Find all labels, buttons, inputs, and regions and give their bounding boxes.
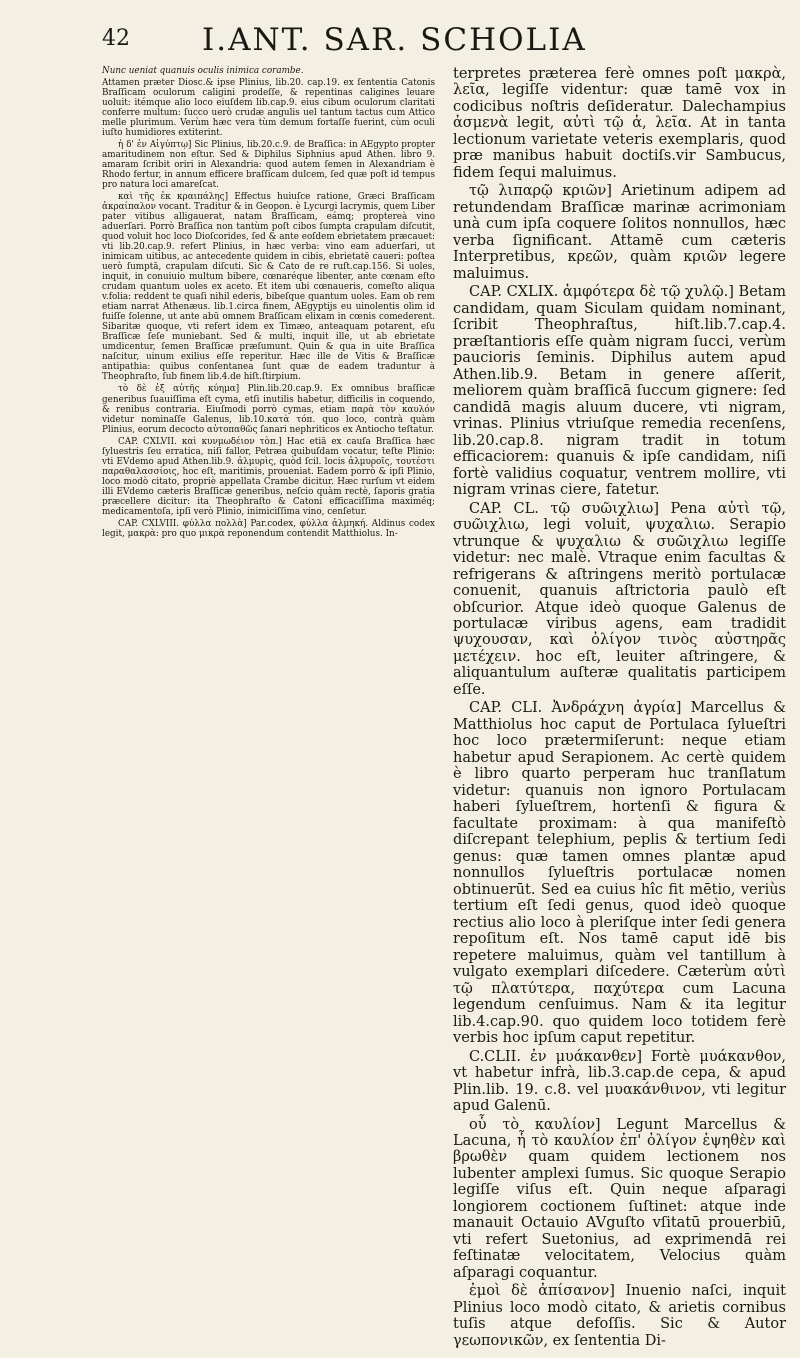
paragraph: CAP. CXLVII. καὶ κυνμωδέιον τὸπ.] Hac etiā ex cauſa Braſſica hæc ſyluestris ſeu erratica, niſi fallor, Petræa quibuſdam vocatur, teſte Plinio: vti EVdemo apud Athen.lib.9. ἀλμυρὶς, quòd ſcil. locis ἁλμυροῖς, τουτέστι παραθαλασσίοις, hoc eſt, maritimis, proueniat. Eadem porrò & ipſi Plinio, loco modò citato, propriè appellata Crambe dicitur. Hæc rurſum vt eidem illi EVdemo cæteris Braſſicæ generibus, neſcio quàm rectè, ſaporis gratia præcellere dicitur: ita Theophraſto & Catoni efficaciſſima maximéq; medicamentoſa, ipſi verò Plinio, inimiciſſima vino, cenſetur. bbox=[102, 436, 435, 517]
paragraph: CAP. CXLIX. ἀμφότερα δὲ τῷ χυλῷ.] Betam candidam, quam Siculam quidam nominant, ſcribit Theophraſtus, hiſt.lib.7.cap.4. præſtantioris eſſe quàm nigram ſucci, verùm paucioris ſeminis. Diphilus autem apud Athen.lib.9. Betam in genere aſſerit, meliorem quàm braſſicā ſuccum gignere: ſed candidā magis aluum ducere, vti nigram, vrinas. Plinius vtriuſque remedia recenſens, lib.20.cap.8. nigram tradit in totum efficaciorem: quanuis & ipſe candidam, niſi fortè validius coquatur, ventrem mollire, vti nigram vrinas ciere, fatetur. bbox=[453, 284, 786, 499]
paragraph: Nunc ueniat quanuis oculis inimica corambe. bbox=[102, 66, 304, 76]
page-header bbox=[22, 20, 786, 66]
paragraph: οὗ τὸ καυλίον] Legunt Marcellus & Lacuna, ἧ τὸ καυλίον ἐπ' ὀλίγον ἑψηθὲν καὶ βρωθὲν quam quidem lectionem nos lubenter amplexi ſumus. Sic quoque Serapio legiſſe viſus eſt. Quin neque aſparagi longiorem coctionem ſuſtinet: atque inde manauit Octauio AVguſto vſitatū prouerbiū, vti refert Suetonius, ad exprimendā rei feſtinatæ velocitatem, Velocius quàm aſparagi coquantur. bbox=[453, 1116, 786, 1281]
paragraph: CAP. CLI. Ἀνδράχνη ἀγρία] Marcellus & Matthiolus hoc caput de Portulaca ſylueſtri hoc loco prætermiſerunt: neque etiam habetur apud Serapionem. Ac certè quidem è libro quarto perperam huc tranſlatum videtur: quanuis non ignoro Portulacam haberi ſylueſtrem, hortenſi & figura & facultate proximam: à qua manifeſtò diſcrepant telephium, peplis & tertium ſedi genus: quæ tamen omnes plantæ apud nonnullos ſylueſtris portulacæ nomen obtinuerūt. Sed ea cuius hîc fit mētio, veriùs tertium eſt ſedi genus, quod ideò quoque rectius alio loco à pleriſque inter ſedi genera repoſitum eſt. Nos tamē caput idē bis repetere maluimus, quàm vel tantillum à vulgato exemplari diſcedere. Cæterùm αὐτὶ τῷ πλατύτερα, παχύτερα cum Lacuna legendum cenſuimus. Nam & ita legitur lib.4.cap.90. quo quidem loco totidem ferè verbis hoc ipſum caput repetitur. bbox=[453, 700, 786, 1047]
paragraph: τῷ λιπαρῷ κριῶν] Arietinum adipem ad retundendam Braſſicæ marinæ acrimoniam unà cum ipſa coquere ſolitos nonnullos, hæc verba ſignificant. Attamē cum cæteris Interpretibus, κρεῶν, quàm κριῶν legere maluimus. bbox=[453, 183, 786, 282]
paragraph: ἐμοὶ δὲ ἀπίσανον] Inuenio naſci, inquit Plinius loco modò citato, & arietis cornibus tuſis atque defoſſis. Sic & Autor γεωπονικῶν, ex ſententia Di- bbox=[453, 1283, 786, 1349]
running-head: I.ANT. SAR. SCHOLIA bbox=[202, 22, 587, 58]
paragraph: καὶ τῆς ἐκ κραιπάλης] Effectus huiuſce ratione, Græci Braſſicam ἀκραίπαλον vocant. Traditur & in Geopon. è Lycurgi lacrymis, quem Liber pater vitibus alligauerat, natam Braſſicam, eámq; proptereà vino aduerſari. Porrò Braſſica non tantùm poſt cibos ſumpta crapulam diſcutit, quod voluit hoc loco Dioſcorides, ſed & ante eoſdem ebrietatem præcauet: vti lib.20.cap.9. refert Plinius, in hæc verba: vino eam aduerſari, ut inimicam uitibus, ac antecedente quidem in cibis, ebrietatē caueri: poſtea uerò ſumptā, crapulam diſcuti. Sic & Cato de re ruſt.cap.156. Si uoles, inquit, in conuiuio multum bibere, cœnaréque libenter, ante cœnam eſto crudam quantum uoles ex aceto. Et item ubi cœnaueris, comeſto aliqua v.folia: reddent te quaſi nihil ederis, bibeſque quantum uoles. Eam ob rem etiam narrat Athenæus. lib.1.circa finem, AEgyptijs eu uinolentis olim id fuiſſe ſolenne, ut ante abū omnem Braſſicam elixam in cœnis comederent. Sibaritæ quoque, vti refert idem ex Timæo, anteaquam potarent, eſu Braſſicæ ſeſe muniebant. Sed & multi, inquit ille, ut ab ebrietate umdicentur, ſemen Braſſicæ præſumunt. Quin & qua in uite Braſſica naſcitur, uinum exilius eſſe reperitur. Hæc ille de Vitis & Braſſicæ antipathia: quibus conſentanea ſunt quæ de eadem traduntur à Theophraſto, ſub finem lib.4.de hiſt.ſtirpium. bbox=[102, 192, 436, 383]
paragraph: Attamen præter Diosc.& ipse Plinius, lib.20. cap.19. ex ſententia Catonis Braſſicam oculorum caligini prodeſſe, & repentinas caligines leuare uoluit: itémque alio loco eiuſdem lib.cap.9. eius cibum oculorum claritati conferre multum: ſucco uerò crudæ angulis uel tantum tactus cum Attico melle plurimum. Verùm hæc vera tùm demum fortaſſe fuerint, cùm oculi iuſto humidiores extiterint. bbox=[102, 78, 435, 139]
page-number: 42 bbox=[102, 26, 130, 51]
paragraph: terpretes præterea ferè omnes poſt μακρὰ, λεῖα, legiſſe videntur: quæ tamē vox in codicibus noſtris deſideratur. Dalechampius ἀσμενὰ legit, αὐτὶ τῷ ἁ, λεῖα. At in tanta lectionum varietate veteris exemplaris, quod præ manibus habuit doctiſs.vir Sambucus, fidem ſequi maluimus. bbox=[453, 66, 786, 181]
right-column bbox=[453, 66, 786, 1351]
paragraph: τὸ δὲ ἐξ αὐτῆς κύημα] Plin.lib.20.cap.9. Ex omnibus braſſicæ generibus ſuauiſſima eſt cyma, etſi inutilis habetur, difficilis in coquendo, & renibus contraria. Eiuſmodi porrò cymas, etiam παρὰ τὸν καυλόν videtur nominaſſe Galenus, lib.10.κατὰ τόπ. quo loco, contrà quàm Plinius, eorum decocto αὐτοπαθῶς ſanari nephriticos ex Antiocho teſtatur. bbox=[102, 384, 435, 435]
left-column bbox=[102, 66, 435, 1351]
text-columns bbox=[102, 66, 786, 1351]
paragraph: CAP. CL. τῷ συῶιχλιω] Pena αὐτὶ τῷ, συῶιχλιω, legi voluit, ψυχαλιω. Serapio vtrunque & ψυχαλιω & συῶιχλιω legiſſe videtur: nec malè. Vtraque enim facultas & refrigerans & aſtringens meritò portulacæ conuenit, quanuis aſtrictoria paulò eſt obſcurior. Atque ideò quoque Galenus de portulacæ viribus agens, eam tradidit ψυχουσαν, καὶ ὀλίγον τινὸς αὐστηρᾶς μετέχειν. hoc eſt, leuiter aſtringere, & aliquantulum auſteræ qualitatis participem eſſe. bbox=[453, 500, 786, 698]
paragraph: ἡ δ' ἐν Αἰγύπτῳ] Sic Plinius, lib.20.c.9. de Braſſica: in AEgypto propter amaritudinem non eſtur. Sed & Diphilus Siphnius apud Athen. libro 9. amaram ſcribit oriri in Alexandria: quod autem ſemen in Alexandriam è Rhodo fertur, in annum efficere braſſicam dulcem, ſed quæ poſt id tempus pro natura loci amareſcat. bbox=[102, 140, 435, 191]
paragraph: C.CLII. ἐν μυάκανθεν] Fortè μυάκανθον, vt habetur infrà, lib.3.cap.de cepa, & apud Plin.lib. 19. c.8. vel μυακάνθινον, vti legitur apud Galenū. bbox=[453, 1048, 786, 1115]
paragraph: CAP. CXLVIII. φύλλα πολλὰ] Par.codex, φύλλα ἀλμηκή. Aldinus codex legit, μακρὰ: pro quo μικρὰ reponendum contendit Matthiolus. In- bbox=[102, 518, 435, 539]
